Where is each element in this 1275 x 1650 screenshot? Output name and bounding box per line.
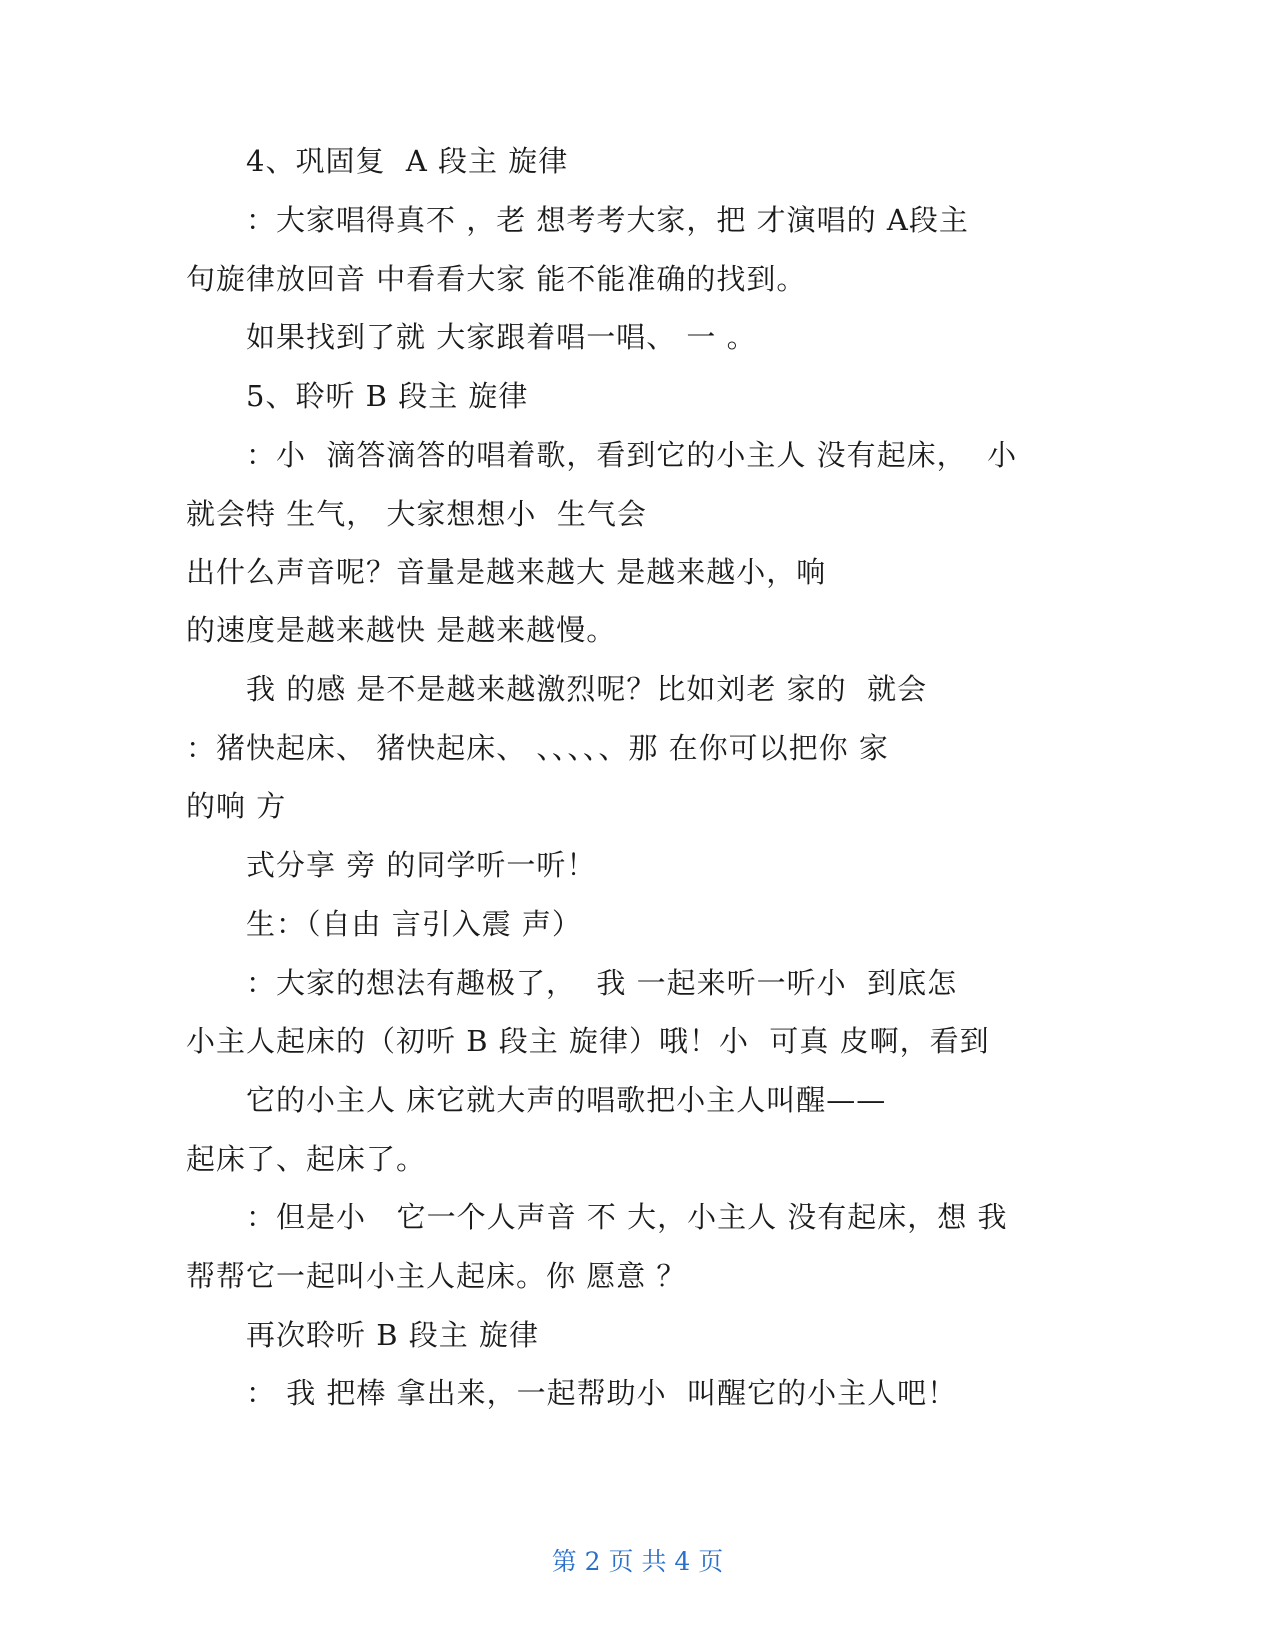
text-line: 的速度是越来越快 是越来越慢。 bbox=[186, 613, 617, 647]
text-line: ：大家的想法有趣极了， 我 一起来听一听小 到底怎 bbox=[246, 966, 958, 1000]
text-line: ： 我 把棒 拿出来，一起帮助小 叫醒它的小主人吧！ bbox=[246, 1376, 958, 1410]
text-line: 式分享 旁 的同学听一听！ bbox=[246, 848, 597, 882]
text-line: ：小 滴答滴答的唱着歌，看到它的小主人 没有起床， 小 bbox=[246, 438, 1018, 472]
text-line: 帮帮它一起叫小主人起床。你 愿意 ？ bbox=[186, 1259, 687, 1293]
text-line: 小主人起床的（初听 B 段主 旋律）哦！小 可真 皮啊，看到 bbox=[186, 1024, 990, 1058]
text-line: ：猪快起床、 猪快起床、 、、、、、那 在你可以把你 家 bbox=[186, 731, 889, 765]
text-line: 它的小主人 床它就大声的唱歌把小主人叫醒—— bbox=[246, 1083, 887, 1117]
text-line: 5、聆听 B 段主 旋律 bbox=[246, 379, 529, 413]
text-line: 就会特 生气， 大家想想小 生气会 bbox=[186, 497, 647, 531]
text-line: 再次聆听 B 段主 旋律 bbox=[246, 1318, 539, 1352]
text-line: 起床了、起床了。 bbox=[186, 1142, 427, 1176]
text-line: 的响 方 bbox=[186, 789, 287, 823]
text-line: 生：（自由 言引入震 声） bbox=[246, 907, 582, 941]
text-line: 我 的感 是不是越来越激烈呢？比如刘老 家的 就会 bbox=[246, 672, 928, 706]
text-line: 出什么声音呢？音量是越来越大 是越来越小，响 bbox=[186, 555, 827, 589]
text-line: ：但是小 它一个人声音 不 大，小主人 没有起床，想 我 bbox=[246, 1200, 1008, 1234]
text-line: ：大家唱得真不 ，老 想考考大家，把 才演唱的 A段主 bbox=[246, 203, 969, 237]
text-line: 如果找到了就 大家跟着唱一唱、 一 。 bbox=[246, 320, 757, 354]
page-number-footer: 第 2 页 共 4 页 bbox=[551, 1547, 724, 1576]
text-line: 4、巩固复 A 段主 旋律 bbox=[246, 144, 569, 178]
text-line: 句旋律放回音 中看看大家 能不能准确的找到。 bbox=[186, 262, 807, 296]
